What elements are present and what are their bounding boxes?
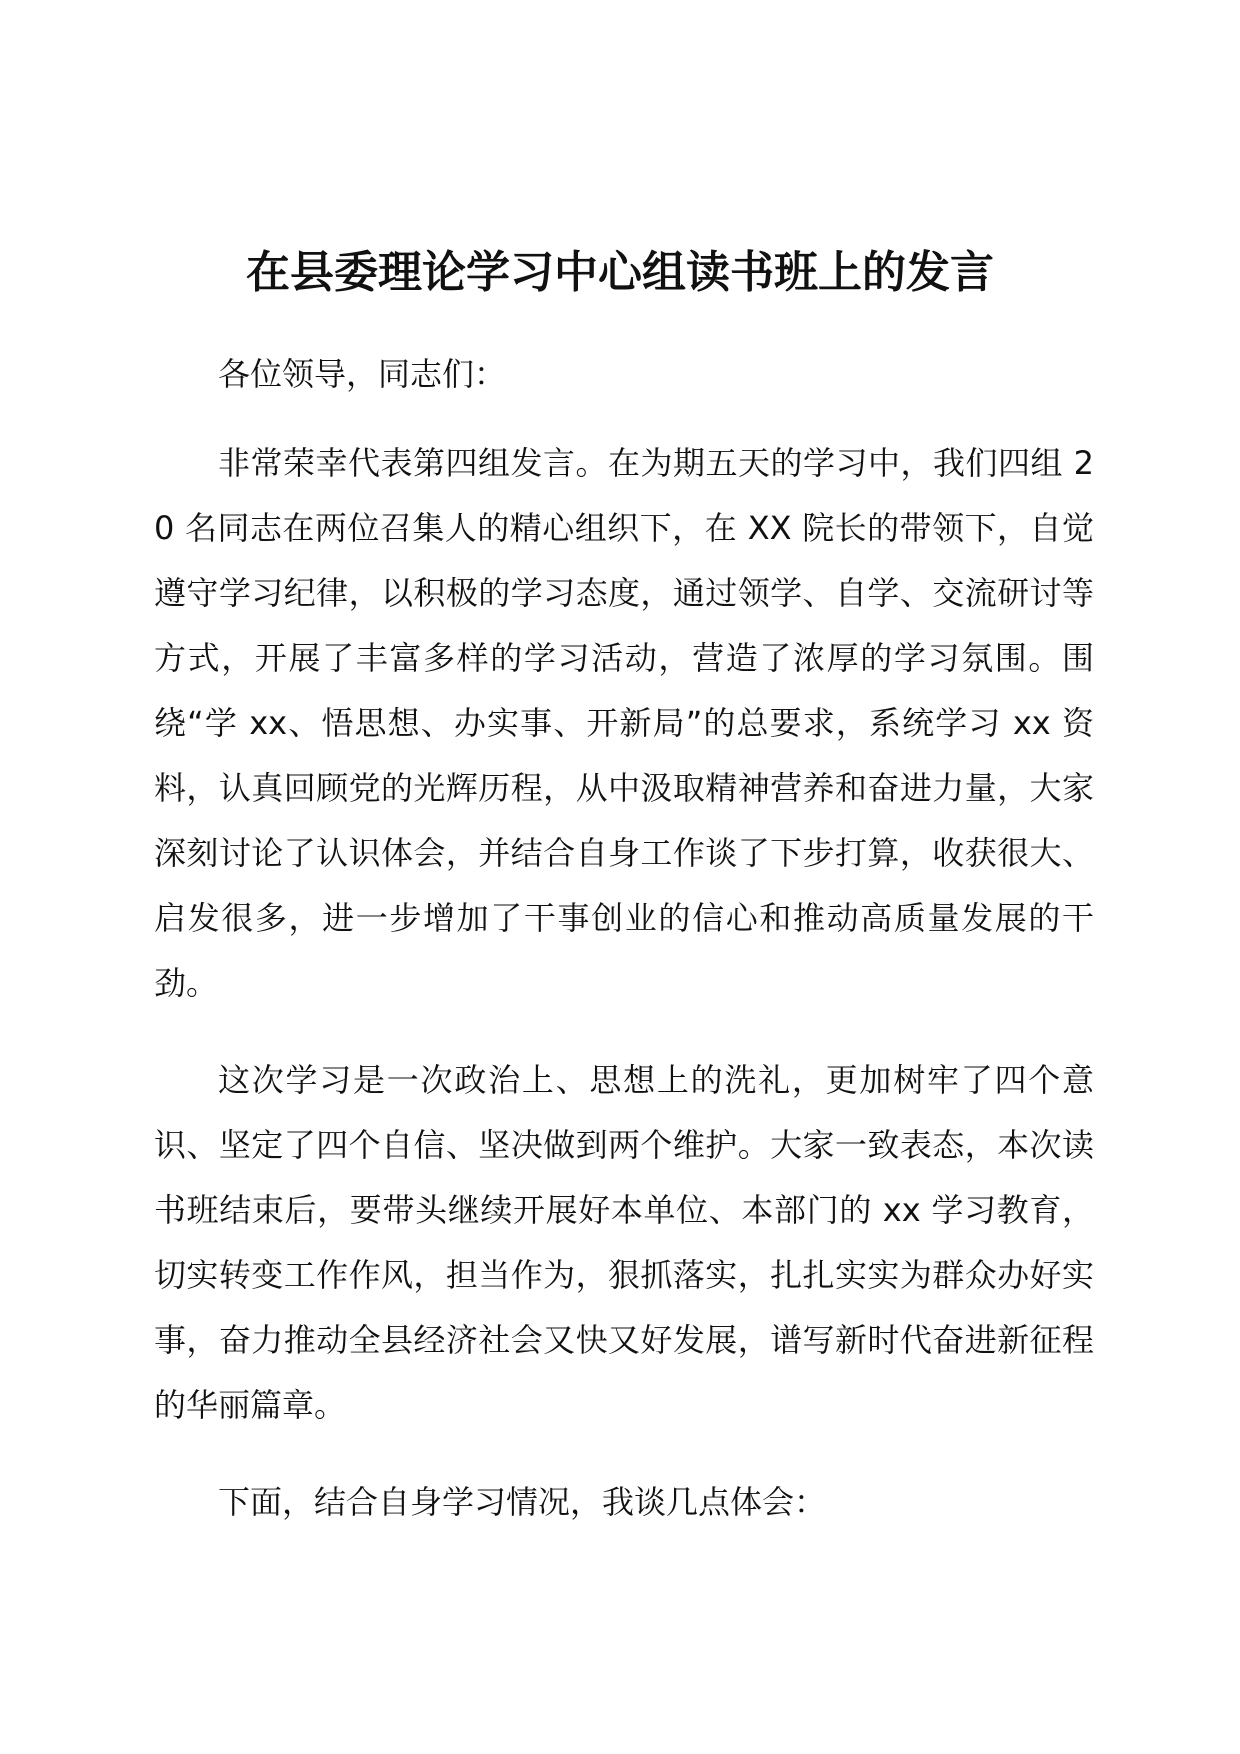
document-title: 在县委理论学习中心组读书班上的发言 xyxy=(246,247,994,298)
paragraph-3: 下面，结合自身学习情况，我谈几点体会： xyxy=(218,1483,827,1521)
paragraph-1: 非常荣幸代表第四组发言。在为期五天的学习中，我们四组 20 名同志在两位召集人的精心组织下，在 XX 院长的带领下，自觉遵守学习纪律，以积极的学习态度，通过领学、自学、交流研讨等方式，开展了丰富多样的学习活动，营造了浓厚的学习氛围。围绕“学 xx、悟思想、办实事、开新局”的总要求，系统学习 xx 资料，认真回顾党的光辉历程，从中汲取精神营养和奋进力量，大家深刻讨论了认识体会，并结合自身工作谈了下步打算，收获很大、启发很多，进一步增加了干事创业的信心和推动高质量发展的干劲。 xyxy=(154,444,1094,1002)
paragraph-2: 这次学习是一次政治上、思想上的洗礼，更加树牢了四个意识、坚定了四个自信、坚决做到两个维护。大家一致表态，本次读书班结束后，要带头继续开展好本单位、本部门的 xx 学习教育，切实转变工作作风，担当作为，狠抓落实，扎扎实实为群众办好实事，奋力推动全县经济社会又快又好发展，谱写新时代奋进新征程的华丽篇章。 xyxy=(154,1061,1094,1424)
greeting: 各位领导，同志们： xyxy=(218,355,507,393)
document-body xyxy=(154,342,1094,1567)
